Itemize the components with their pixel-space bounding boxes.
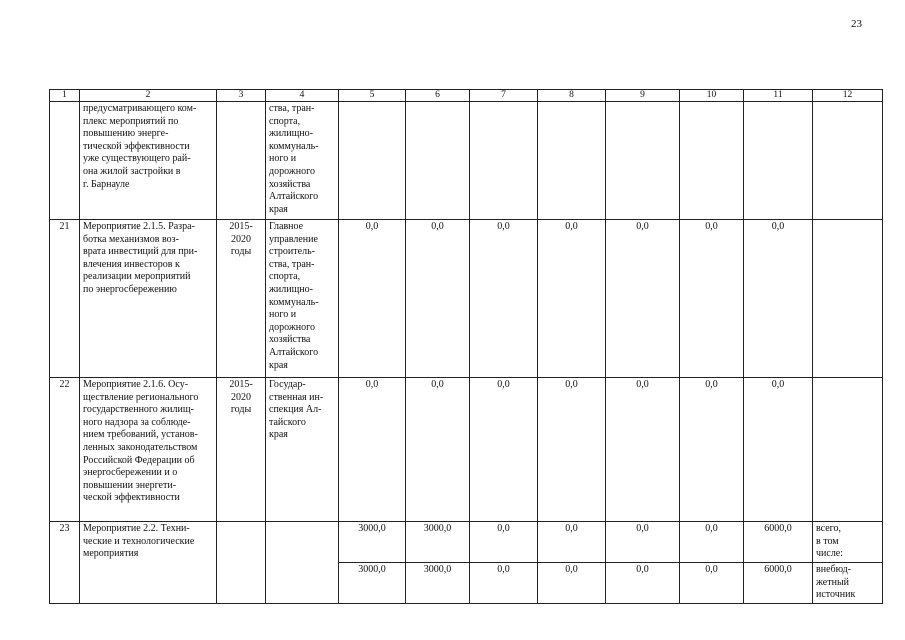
funding-source: внебюд- жетный источник — [813, 563, 883, 604]
header-cell: 8 — [538, 90, 606, 102]
value-cell: 0,0 — [606, 522, 680, 563]
row-number — [50, 102, 80, 220]
table-row — [50, 378, 883, 522]
value-cell: 0,0 — [680, 522, 744, 563]
value-cell: 3000,0 — [339, 563, 406, 604]
table-row — [50, 522, 883, 563]
value-cell: 0,0 — [744, 378, 813, 522]
value-cell: 0,0 — [538, 378, 606, 522]
table-row — [50, 220, 883, 378]
value-cell: 0,0 — [680, 220, 744, 378]
header-cell: 3 — [217, 90, 266, 102]
header-cell: 11 — [744, 90, 813, 102]
value-cell: 0,0 — [680, 378, 744, 522]
value-cell: 6000,0 — [744, 522, 813, 563]
header-cell: 2 — [80, 90, 217, 102]
value-cell: 0,0 — [538, 563, 606, 604]
value-cell: 0,0 — [406, 220, 470, 378]
header-cell: 6 — [406, 90, 470, 102]
value-cell: 0,0 — [744, 220, 813, 378]
header-cell: 12 — [813, 90, 883, 102]
header-cell: 5 — [339, 90, 406, 102]
value-cell: 0,0 — [339, 378, 406, 522]
value-cell: 3000,0 — [406, 522, 470, 563]
value-cell: 6000,0 — [744, 563, 813, 604]
funding-source — [813, 378, 883, 522]
page-number: 23 — [851, 18, 862, 30]
value-cell: 0,0 — [470, 378, 538, 522]
executor — [266, 522, 339, 604]
funding-source — [813, 102, 883, 220]
row-number: 22 — [50, 378, 80, 522]
value-cell: 0,0 — [470, 220, 538, 378]
value-cell: 3000,0 — [406, 563, 470, 604]
period: 2015- 2020 годы — [217, 378, 266, 522]
row-number: 23 — [50, 522, 80, 604]
activity-name: предусматривающего ком- плекс мероприятий по повышению энерге- тической эффективности уже существующего рай- она жилой застройки в г. Барнауле — [80, 102, 217, 220]
value-cell: 3000,0 — [339, 522, 406, 563]
value-cell: 0,0 — [680, 563, 744, 604]
value-cell: 0,0 — [538, 522, 606, 563]
header-cell: 1 — [50, 90, 80, 102]
period — [217, 522, 266, 604]
value-cell — [606, 102, 680, 220]
value-cell — [744, 102, 813, 220]
value-cell — [538, 102, 606, 220]
header-cell: 7 — [470, 90, 538, 102]
activity-name: Мероприятие 2.2. Техни- ческие и технологические мероприятия — [80, 522, 217, 604]
executor: Главное управление строитель- ства, тран- спорта, жилищно- коммуналь- ного и дорожного хозяйства Алтайского края — [266, 220, 339, 378]
funding-source: всего, в том числе: — [813, 522, 883, 563]
value-cell: 0,0 — [339, 220, 406, 378]
value-cell — [470, 102, 538, 220]
value-cell: 0,0 — [406, 378, 470, 522]
table-row — [50, 102, 883, 220]
executor: Государ- ственная ин- спекция Ал- тайского края — [266, 378, 339, 522]
header-cell: 10 — [680, 90, 744, 102]
period: 2015- 2020 годы — [217, 220, 266, 378]
value-cell: 0,0 — [470, 563, 538, 604]
header-cell: 9 — [606, 90, 680, 102]
value-cell — [339, 102, 406, 220]
value-cell — [406, 102, 470, 220]
value-cell: 0,0 — [606, 220, 680, 378]
executor: ства, тран- спорта, жилищно- коммуналь- ного и дорожного хозяйства Алтайского края — [266, 102, 339, 220]
header-row — [50, 90, 883, 102]
activity-name: Мероприятие 2.1.6. Осу- ществление регионального государственного жилищ- ного надзора за соблюде- нием требований, установ- ленных законодательством Российской Федерации об энергосбережении и о повышении энергети- ческой эффективности — [80, 378, 217, 522]
activity-name: Мероприятие 2.1.5. Разра- ботка механизмов воз- врата инвестиций для при- влечения инвесторов к реализации мероприятий по энергосбережению — [80, 220, 217, 378]
value-cell: 0,0 — [538, 220, 606, 378]
value-cell: 0,0 — [606, 563, 680, 604]
period — [217, 102, 266, 220]
header-cell: 4 — [266, 90, 339, 102]
funding-source — [813, 220, 883, 378]
row-number: 21 — [50, 220, 80, 378]
value-cell: 0,0 — [606, 378, 680, 522]
program-activities-table — [49, 89, 883, 604]
value-cell: 0,0 — [470, 522, 538, 563]
value-cell — [680, 102, 744, 220]
